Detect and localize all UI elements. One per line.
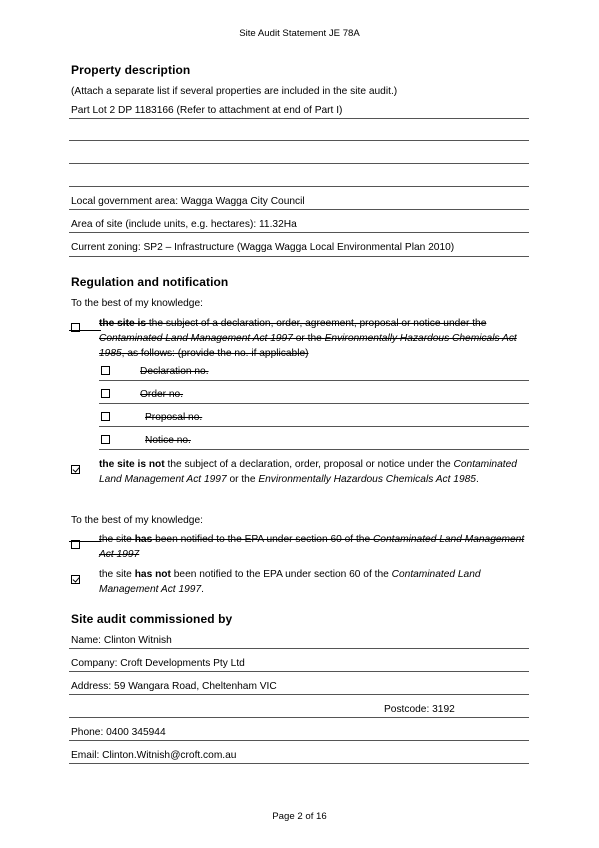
strike-extension — [69, 330, 101, 331]
rule — [99, 449, 529, 450]
email-field: Email: Clinton.Witnish@croft.com.au — [71, 750, 237, 761]
property-lot: Part Lot 2 DP 1183166 (Refer to attachment at end of Part I) — [71, 105, 343, 116]
checkbox-icon[interactable] — [101, 412, 110, 421]
checkmark-icon — [71, 465, 80, 474]
page-header: Site Audit Statement JE 78A — [239, 28, 360, 39]
postcode-field: Postcode: 3192 — [384, 704, 455, 715]
checkmark-icon — [71, 575, 80, 584]
area-field: Area of site (include units, e.g. hectares): 11.32Ha — [71, 219, 297, 230]
rule — [69, 209, 529, 210]
strike-extension — [69, 541, 101, 542]
notice-item: Notice no. — [101, 434, 191, 447]
rule — [99, 403, 529, 404]
rule — [99, 380, 529, 381]
zoning-field: Current zoning: SP2 – Infrastructure (Wagga Wagga Local Environmental Plan 2010) — [71, 242, 455, 253]
proposal-item: Proposal no. — [101, 411, 202, 424]
regulation-heading: Regulation and notification — [71, 275, 229, 289]
phone-field: Phone: 0400 345944 — [71, 727, 166, 738]
knowledge-intro-2: To the best of my knowledge: — [71, 515, 203, 526]
site-has-statement: the site has been notified to the EPA under section 60 of the Contaminated Land Management Act 1997 — [99, 534, 525, 560]
order-item: Order no. — [101, 388, 183, 401]
site-is-not-checkbox[interactable] — [71, 460, 80, 478]
site-has-not-checkbox[interactable] — [71, 570, 80, 588]
checkbox-icon[interactable] — [101, 435, 110, 444]
site-is-statement: the site is the subject of a declaration, order, agreement, proposal or notice under the Contaminated Land Management Act 1997 or the Environmentally Hazardous Chemicals Act 1985, as follows: (provide the no. if applicable) — [99, 318, 517, 359]
site-has-checkbox[interactable] — [71, 535, 80, 553]
site-is-not-statement: the site is not the subject of a declaration, order, proposal or notice under the Contaminated Land Management Act 1997 or the Environmentally Hazardous Chemicals Act 1985. — [99, 459, 517, 485]
commissioned-heading: Site audit commissioned by — [71, 612, 233, 626]
checkbox-icon[interactable] — [101, 389, 110, 398]
site-is-checkbox[interactable] — [71, 318, 80, 336]
rule — [69, 163, 529, 164]
knowledge-intro-1: To the best of my knowledge: — [71, 298, 203, 309]
name-field: Name: Clinton Witnish — [71, 635, 172, 646]
rule — [69, 671, 529, 672]
lga-field: Local government area: Wagga Wagga City Council — [71, 196, 305, 207]
property-heading: Property description — [71, 63, 191, 77]
address-field: Address: 59 Wangara Road, Cheltenham VIC — [71, 681, 277, 692]
rule — [69, 717, 529, 718]
rule — [69, 232, 529, 233]
page-number: Page 2 of 16 — [272, 811, 327, 822]
company-field: Company: Croft Developments Pty Ltd — [71, 658, 245, 669]
property-note: (Attach a separate list if several properties are included in the site audit.) — [71, 86, 398, 97]
rule — [69, 740, 529, 741]
rule — [69, 256, 529, 257]
site-has-not-statement: the site has not been notified to the EPA under section 60 of the Contaminated Land Management Act 1997. — [99, 569, 481, 595]
declaration-item: Declaration no. — [101, 365, 209, 378]
rule — [99, 426, 529, 427]
rule — [69, 763, 529, 764]
rule — [69, 140, 529, 141]
rule — [69, 118, 529, 119]
rule — [69, 648, 529, 649]
rule — [69, 694, 529, 695]
checkbox-icon[interactable] — [101, 366, 110, 375]
rule — [69, 186, 529, 187]
